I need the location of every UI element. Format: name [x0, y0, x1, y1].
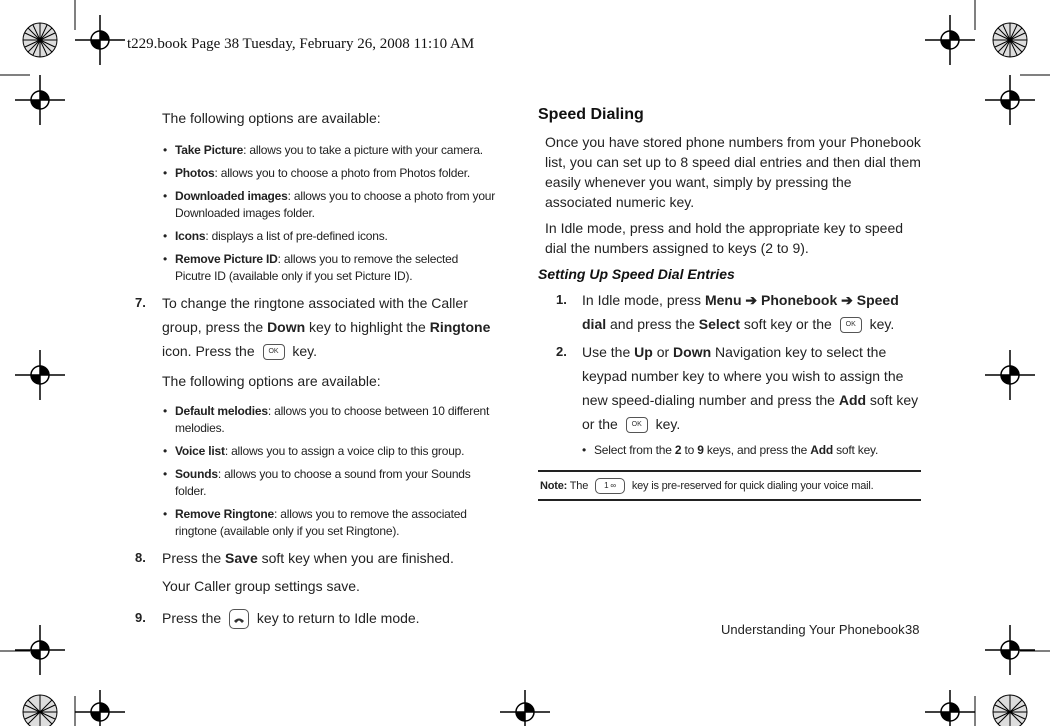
list-item: • Take Picture: allows you to take a picture with your camera. — [163, 142, 497, 159]
list-item: • Downloaded images: allows you to choose a photo from your Downloaded images folder. — [163, 188, 497, 222]
step-1: 1. In Idle mode, press Menu ➔ Phonebook ➔ Speed dial and press the Select soft key or the OK key. — [556, 292, 899, 332]
footer-section-title: Understanding Your Phonebook — [721, 622, 905, 637]
step-8: 8. Press the Save soft key when you are finished. — [135, 550, 454, 566]
picture-options-list — [135, 142, 497, 285]
left-column — [135, 108, 497, 629]
note-top-rule — [538, 470, 921, 472]
options-intro: The following options are available: — [162, 110, 381, 126]
ok-key-icon: OK — [840, 317, 862, 333]
list-item: • Default melodies: allows you to choose between 10 different melodies. — [163, 403, 497, 437]
note: Note: The 1 ∞ key is pre-reserved for quick dialing your voice mail. — [540, 478, 920, 495]
list-item: • Voice list: allows you to assign a voice clip to this group. — [163, 443, 497, 460]
right-column — [538, 106, 922, 459]
section-heading: Speed Dialing — [538, 106, 644, 123]
select-keys-bullet — [538, 442, 922, 459]
page-number: 38 — [905, 622, 920, 637]
step-8-result: Your Caller group settings save. — [162, 578, 360, 594]
step-9: 9. Press the key to return to Idle mode. — [135, 608, 497, 629]
note-bottom-rule — [538, 499, 921, 501]
step-7: 7. To change the ringtone associated with the Caller group, press the Down key to highlight the Ringtone icon. Press the OK key. — [135, 295, 491, 359]
speed-dial-usage: In Idle mode, press and hold the appropriate key to speed dial the numbers assigned to keys (2 to 9). — [545, 220, 904, 256]
voicemail-key-icon: 1 ∞ — [595, 478, 625, 494]
list-item: • Photos: allows you to choose a photo from Photos folder. — [163, 165, 497, 182]
subsection-heading: Setting Up Speed Dial Entries — [538, 266, 735, 282]
end-key-icon — [229, 609, 249, 629]
list-item: • Sounds: allows you to choose a sound from your Sounds folder. — [163, 466, 497, 500]
options-intro-2: The following options are available: — [162, 373, 381, 389]
list-item: • Remove Ringtone: allows you to remove the associated ringtone (available only if you set Ringtone). — [163, 506, 497, 540]
speed-dial-intro: Once you have stored phone numbers from your Phonebook list, you can set up to 8 speed dial entries and then dial them easily whenever you want, simply by pressing the associated numeric key. — [545, 134, 921, 210]
print-header: t229.book Page 38 Tuesday, February 26, 2008 11:10 AM — [127, 36, 475, 52]
step-2: 2. Use the Up or Down Navigation key to select the keypad number key to where you wish to assign the new speed-dialing number and press the Add soft key or the OK key. — [556, 344, 919, 432]
ok-key-icon: OK — [626, 417, 648, 433]
ringtone-options-list — [135, 403, 497, 540]
list-item: • Select from the 2 to 9 keys, and press the Add soft key. — [582, 442, 922, 459]
list-item: • Icons: displays a list of pre-defined icons. — [163, 228, 497, 245]
ok-key-icon: OK — [263, 344, 285, 360]
list-item: • Remove Picture ID: allows you to remove the selected Picutre ID (available only if you set Picture ID). — [163, 251, 497, 285]
